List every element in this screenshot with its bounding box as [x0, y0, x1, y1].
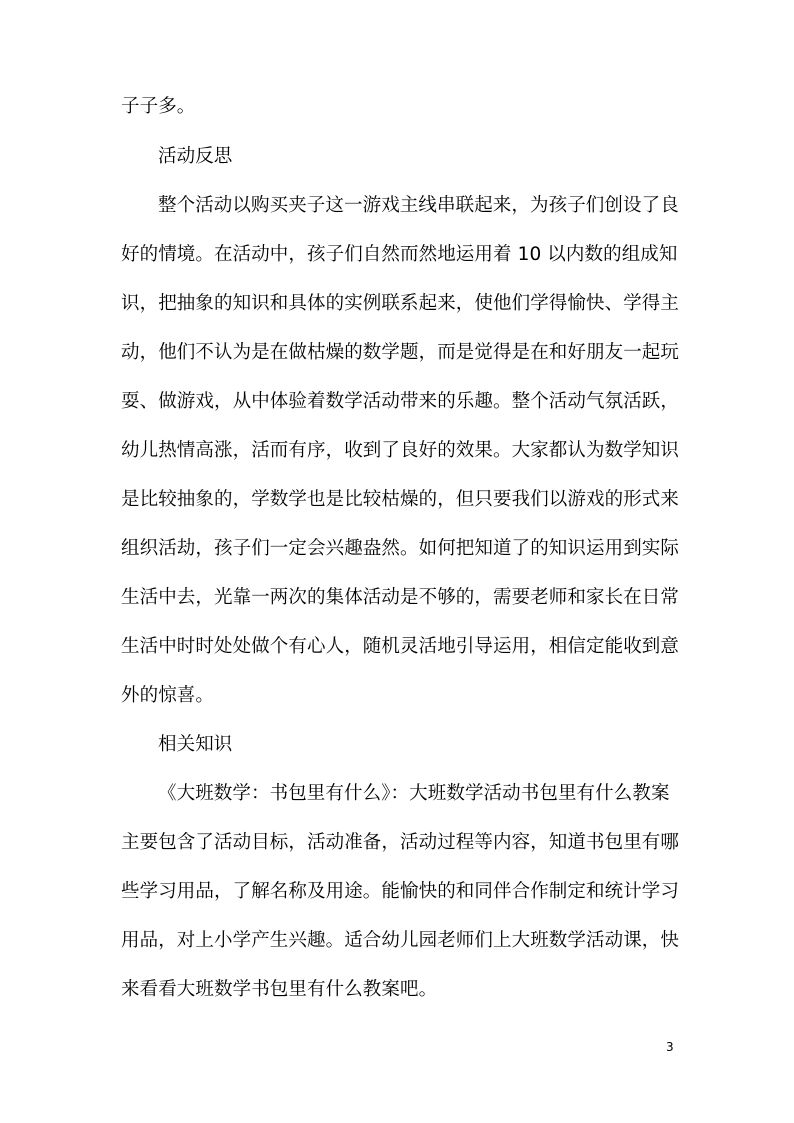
- text-line: 幼儿热情高涨，活而有序，收到了良好的效果。大家都认为数学知识: [121, 440, 680, 461]
- text-line: 《大班数学：书包里有什么》：大班数学活动书包里有什么教案: [158, 783, 670, 804]
- text-line: 识，把抽象的知识和具体的实例联系起来，使他们学得愉快、学得主: [121, 293, 680, 314]
- text-line: 用品，对上小学产生兴趣。适合幼儿园老师们上大班数学活动课，快: [121, 930, 680, 951]
- text-line: 好的情境。在活动中，孩子们自然而然地运用着 10 以内数的组成知: [121, 244, 678, 265]
- text-line: 是比较抽象的，学数学也是比较枯燥的，但只要我们以游戏的形式来: [121, 489, 680, 510]
- section-heading: 相关知识: [158, 734, 233, 755]
- text-line: 整个活动以购买夹子这一游戏主线串联起来，为孩子们创设了良: [158, 195, 679, 216]
- text-line: 耍、做游戏，从中体验着数学活动带来的乐趣。整个活动气氛活跃，: [121, 391, 680, 412]
- section-heading: 活动反思: [158, 146, 233, 167]
- text-line: 动，他们不认为是在做枯燥的数学题，而是觉得是在和好朋友一起玩: [121, 342, 680, 363]
- text-line: 组织活劫，孩子们一定会兴趣盎然。如何把知道了的知识运用到实际: [121, 538, 680, 559]
- text-line: 生活中去，光靠一两次的集体活动是不够的，需要老师和家长在日常: [121, 587, 680, 608]
- text-line: 主要包含了活动目标，活动准备，活动过程等内容，知道书包里有哪: [121, 832, 680, 853]
- text-line: 来看看大班数学书包里有什么教案吧。: [121, 979, 438, 1000]
- text-line: 子子多。: [121, 96, 196, 117]
- text-line: 些学习用品，了解名称及用途。能愉快的和同伴合作制定和统计学习: [121, 881, 680, 902]
- text-line: 外的惊喜。: [121, 685, 215, 706]
- text-line: 生活中时时处处做个有心人，随机灵活地引导运用，相信定能收到意: [121, 636, 680, 657]
- page-number: 3: [666, 1040, 674, 1054]
